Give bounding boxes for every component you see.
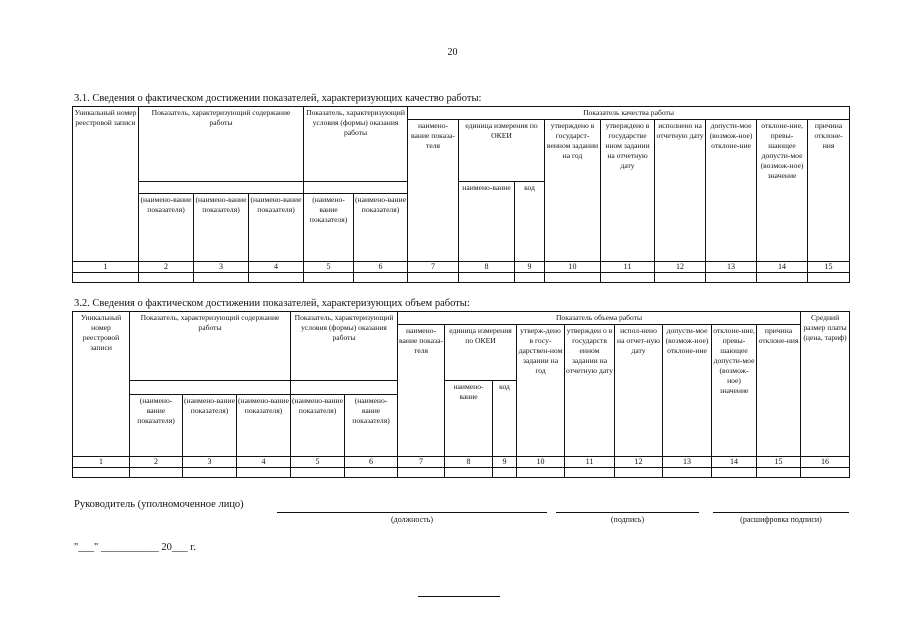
sub-content-3: (наимено-вание показателя) bbox=[249, 194, 304, 262]
col-allowed-deviation: допусти-мое (возмож-ное) отклоне-ние bbox=[706, 120, 757, 262]
col-unit: единица измерения по ОКЕИ bbox=[459, 120, 545, 182]
col-unit-code: код bbox=[515, 182, 545, 262]
col-unique-number: Уникальный номер реестровой записи bbox=[73, 312, 130, 457]
col-num: 9 bbox=[515, 262, 545, 273]
col-num: 5 bbox=[304, 262, 354, 273]
sub-content-2: (наимено-вание показателя) bbox=[194, 194, 249, 262]
col-approved-date: утверждено в государстве нном задании на отчетную дату bbox=[601, 120, 655, 262]
column-number-row bbox=[73, 457, 850, 468]
content-subheader-gap bbox=[130, 381, 291, 395]
col-num: 3 bbox=[194, 262, 249, 273]
conditions-subheader-gap bbox=[304, 182, 408, 194]
blank-data-row bbox=[73, 273, 850, 283]
col-executed: испол-нено на отчет-ную дату bbox=[615, 325, 663, 457]
sub-conditions-2: (наимено-вание показателя) bbox=[354, 194, 408, 262]
conditions-subheader-gap bbox=[291, 381, 398, 395]
col-num: 11 bbox=[601, 262, 655, 273]
sub-conditions-1: (наимено-вание показателя) bbox=[291, 395, 345, 457]
col-num: 6 bbox=[354, 262, 408, 273]
col-conditions-group: Показатель, характеризующий условия (формы) оказания работы bbox=[304, 107, 408, 182]
col-num: 11 bbox=[565, 457, 615, 468]
sub-conditions-1: (наимено-вание показателя) bbox=[304, 194, 354, 262]
col-unique-number: Уникальный номер реестровой записи bbox=[73, 107, 139, 262]
col-num: 16 bbox=[801, 457, 850, 468]
col-exceeding-deviation: отклоне-ние, превы-шающее допусти-мое (возмож-ное) значение bbox=[757, 120, 808, 262]
col-exceeding-deviation: отклоне-ние, превы-шающее допусти-мое (возмож-ное) значение bbox=[712, 325, 757, 457]
col-num: 12 bbox=[615, 457, 663, 468]
col-unit-name: наимено-вание bbox=[459, 182, 515, 262]
position-caption: (должность) bbox=[391, 515, 433, 524]
col-content-group: Показатель, характеризующий содержание работы bbox=[130, 312, 291, 381]
col-num: 8 bbox=[459, 262, 515, 273]
col-num: 15 bbox=[808, 262, 850, 273]
col-num: 1 bbox=[73, 457, 130, 468]
sub-conditions-2: (наимено-вание показателя) bbox=[345, 395, 398, 457]
col-num: 15 bbox=[757, 457, 801, 468]
col-executed: исполнено на отчетную дату bbox=[655, 120, 706, 262]
page-number: 20 bbox=[447, 47, 458, 58]
col-num: 9 bbox=[493, 457, 517, 468]
section-3-2-title: 3.2. Сведения о фактическом достижении показателей, характеризующих объем работы: bbox=[74, 298, 470, 309]
col-conditions-group: Показатель, характеризующий условия (формы) оказания работы bbox=[291, 312, 398, 381]
position-line[interactable] bbox=[277, 512, 547, 513]
col-num: 8 bbox=[445, 457, 493, 468]
col-num: 7 bbox=[398, 457, 445, 468]
col-num: 2 bbox=[130, 457, 183, 468]
col-num: 3 bbox=[183, 457, 237, 468]
col-allowed-deviation: допусти-мое (возмож-ное) отклоне-ние bbox=[663, 325, 712, 457]
col-num: 5 bbox=[291, 457, 345, 468]
signature-line[interactable] bbox=[556, 512, 699, 513]
signature-caption: (подпись) bbox=[610, 515, 645, 524]
col-num: 7 bbox=[408, 262, 459, 273]
col-num: 14 bbox=[757, 262, 808, 273]
col-num: 13 bbox=[706, 262, 757, 273]
volume-table bbox=[72, 311, 850, 478]
decoding-caption: (расшифровка подписи) bbox=[740, 515, 822, 524]
col-num: 6 bbox=[345, 457, 398, 468]
content-subheader-gap bbox=[139, 182, 304, 194]
blank-data-row bbox=[73, 468, 850, 478]
col-num: 1 bbox=[73, 262, 139, 273]
col-reason: причина отклоне-ния bbox=[808, 120, 850, 262]
signatory-label: Руководитель (уполномоченное лицо) bbox=[74, 499, 244, 510]
col-indicator-name: наимено-вание показа-теля bbox=[408, 120, 459, 262]
col-num: 10 bbox=[517, 457, 565, 468]
col-num: 12 bbox=[655, 262, 706, 273]
sub-content-2: (наимено-вание показателя) bbox=[183, 395, 237, 457]
quality-table bbox=[72, 106, 850, 283]
col-reason: причина отклоне-ния bbox=[757, 325, 801, 457]
col-num: 10 bbox=[545, 262, 601, 273]
col-indicator-group: Показатель объема работы bbox=[398, 312, 801, 325]
col-avg-price: Средний размер платы (цена, тариф) bbox=[801, 312, 850, 457]
sub-content-1: (наимено-вание показателя) bbox=[130, 395, 183, 457]
col-num: 14 bbox=[712, 457, 757, 468]
footer-divider bbox=[418, 596, 500, 597]
col-unit: единица измерения по ОКЕИ bbox=[445, 325, 517, 381]
col-num: 2 bbox=[139, 262, 194, 273]
section-3-1-title: 3.1. Сведения о фактическом достижении показателей, характеризующих качество работы: bbox=[74, 93, 482, 104]
col-approved-date: утвержден о в государств енном задании на отчетную дату bbox=[565, 325, 615, 457]
col-unit-name: наимено-вание bbox=[445, 381, 493, 457]
sub-content-1: (наимено-вание показателя) bbox=[139, 194, 194, 262]
col-num: 13 bbox=[663, 457, 712, 468]
col-content-group: Показатель, характеризующий содержание работы bbox=[139, 107, 304, 182]
col-num: 4 bbox=[237, 457, 291, 468]
decoding-line[interactable] bbox=[713, 512, 849, 513]
column-number-row bbox=[73, 262, 850, 273]
col-approved-year: утверж-дено в госу-дарствен-ном задании на год bbox=[517, 325, 565, 457]
col-approved-year: утверждено в государст-венном задании на год bbox=[545, 120, 601, 262]
sub-content-3: (наимено-вание показателя) bbox=[237, 395, 291, 457]
col-indicator-name: наимено-вание показа-теля bbox=[398, 325, 445, 457]
date-line: "___" ___________ 20___ г. bbox=[74, 542, 196, 553]
col-indicator-group: Показатель качества работы bbox=[408, 107, 850, 120]
col-unit-code: код bbox=[493, 381, 517, 457]
col-num: 4 bbox=[249, 262, 304, 273]
